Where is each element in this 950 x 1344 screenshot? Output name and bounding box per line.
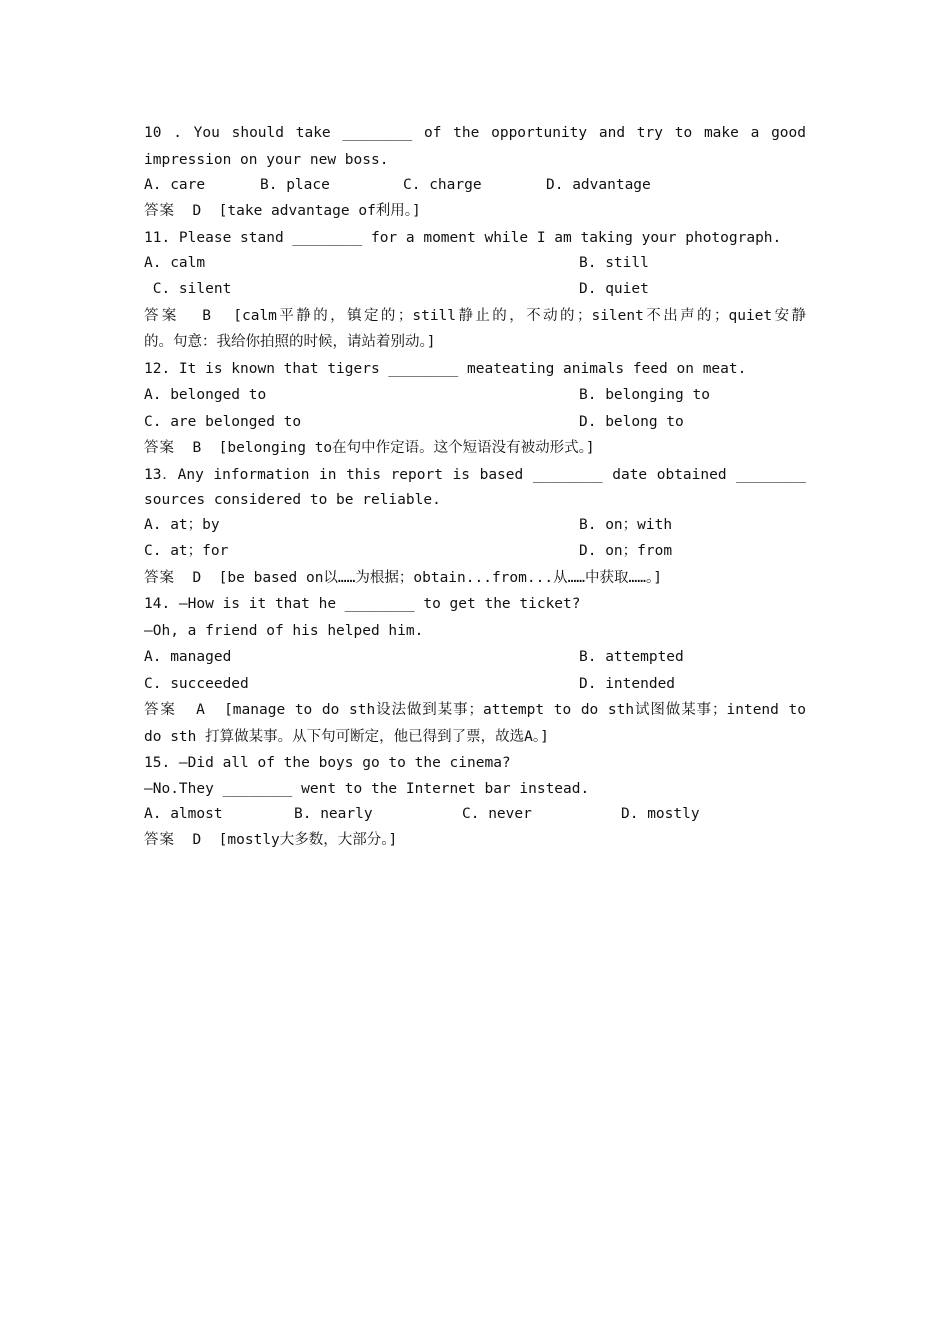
question-text: 12. It is known that tigers ________ meateating animals feed on meat. xyxy=(144,360,747,377)
answer-letter: D xyxy=(192,569,202,586)
options-row xyxy=(144,671,806,698)
answer-label: 答案 xyxy=(144,831,175,848)
options-row xyxy=(144,802,806,827)
answer-explanation: [belonging to在句中作定语。这个短语没有被动形式。] xyxy=(218,440,595,456)
options-row xyxy=(144,276,806,303)
option-d: D. intended xyxy=(579,675,676,692)
option-b: B. nearly xyxy=(294,805,373,822)
options-row xyxy=(144,409,806,436)
options-row xyxy=(144,251,806,276)
question-text: 10 . You should take ________ of the opportunity and try to make a good xyxy=(144,125,806,141)
answer-label: 答案 xyxy=(144,203,175,219)
question-10 xyxy=(144,120,806,225)
option-a: A. at；by xyxy=(144,517,220,533)
answer-explanation: [be based on以……为根据；obtain...from...从……中获取……。] xyxy=(218,569,662,586)
answer-line xyxy=(144,198,806,225)
options-row xyxy=(144,513,806,538)
answer-label: 答案 xyxy=(144,440,175,456)
answer-explanation-cont: do sth 打算做某事。从下句可断定，他已得到了票，故选A。] xyxy=(144,728,549,745)
question-14 xyxy=(144,591,806,750)
option-b: B. still xyxy=(579,255,649,271)
option-c: C. are belonged to xyxy=(144,413,302,430)
option-a: A. almost xyxy=(144,805,223,822)
options-row xyxy=(144,644,806,671)
question-text: —Oh, a friend of his helped him. xyxy=(144,622,424,639)
option-c: C. at；for xyxy=(144,543,229,559)
option-d: D. mostly xyxy=(621,805,700,822)
option-b: B. belonging to xyxy=(579,387,710,403)
option-a: A. managed xyxy=(144,649,232,665)
answer-letter: A xyxy=(196,702,205,718)
answer-label: 答案 xyxy=(144,702,177,718)
answer-line xyxy=(144,697,806,724)
answer-explanation: [take advantage of利用。] xyxy=(218,203,421,219)
option-c: C. never xyxy=(462,805,532,822)
answer-label: 答案 xyxy=(144,307,180,324)
question-11 xyxy=(144,225,806,356)
answer-letter: D xyxy=(192,203,202,219)
option-a: A. care xyxy=(144,177,206,193)
option-d: D. advantage xyxy=(546,177,651,193)
answer-line xyxy=(144,827,806,854)
answer-line xyxy=(144,435,806,462)
answer-label: 答案 xyxy=(144,569,175,586)
option-b: B. attempted xyxy=(579,649,684,665)
question-text: impression on your new boss. xyxy=(144,151,389,168)
question-text: 15. —Did all of the boys go to the cinema? xyxy=(144,755,511,771)
option-d: D. on；from xyxy=(579,543,673,559)
option-a: A. belonged to xyxy=(144,387,267,403)
option-c: C. succeeded xyxy=(144,675,249,692)
option-d: D. quiet xyxy=(579,281,649,297)
options-row xyxy=(144,538,806,565)
answer-explanation-cont: 的。句意：我给你拍照的时候，请站着别动。] xyxy=(144,334,436,350)
document-page xyxy=(144,120,806,853)
option-a: A. calm xyxy=(144,255,206,271)
options-row xyxy=(144,382,806,409)
question-text: 11. Please stand ________ for a moment while I am taking your photograph. xyxy=(144,229,782,246)
option-c: C. silent xyxy=(144,281,232,297)
answer-letter: B xyxy=(192,440,202,456)
question-text: —No.They ________ went to the Internet bar instead. xyxy=(144,780,590,797)
question-12 xyxy=(144,356,806,462)
option-b: B. on；with xyxy=(579,517,673,533)
answer-line xyxy=(144,303,806,330)
option-c: C. charge xyxy=(403,177,482,193)
options-row xyxy=(144,173,806,198)
answer-explanation: [manage to do sth设法做到某事；attempt to do sth试图做某事；intend to xyxy=(224,702,806,718)
question-text: 13．Any information in this report is based ________ date obtained ________ xyxy=(144,466,806,483)
option-d: D. belong to xyxy=(579,413,684,430)
answer-letter: B xyxy=(202,307,211,324)
question-13 xyxy=(144,462,806,592)
option-b: B. place xyxy=(260,177,330,193)
answer-line xyxy=(144,565,806,592)
answer-explanation: [mostly大多数，大部分。] xyxy=(218,831,398,848)
question-text: 14. —How is it that he ________ to get the ticket? xyxy=(144,596,581,612)
question-15 xyxy=(144,750,806,853)
question-text: sources considered to be reliable. xyxy=(144,492,441,508)
answer-explanation: [calm平静的，镇定的；still静止的，不动的；silent不出声的；quiet安静 xyxy=(233,307,807,324)
answer-letter: D xyxy=(192,831,202,848)
